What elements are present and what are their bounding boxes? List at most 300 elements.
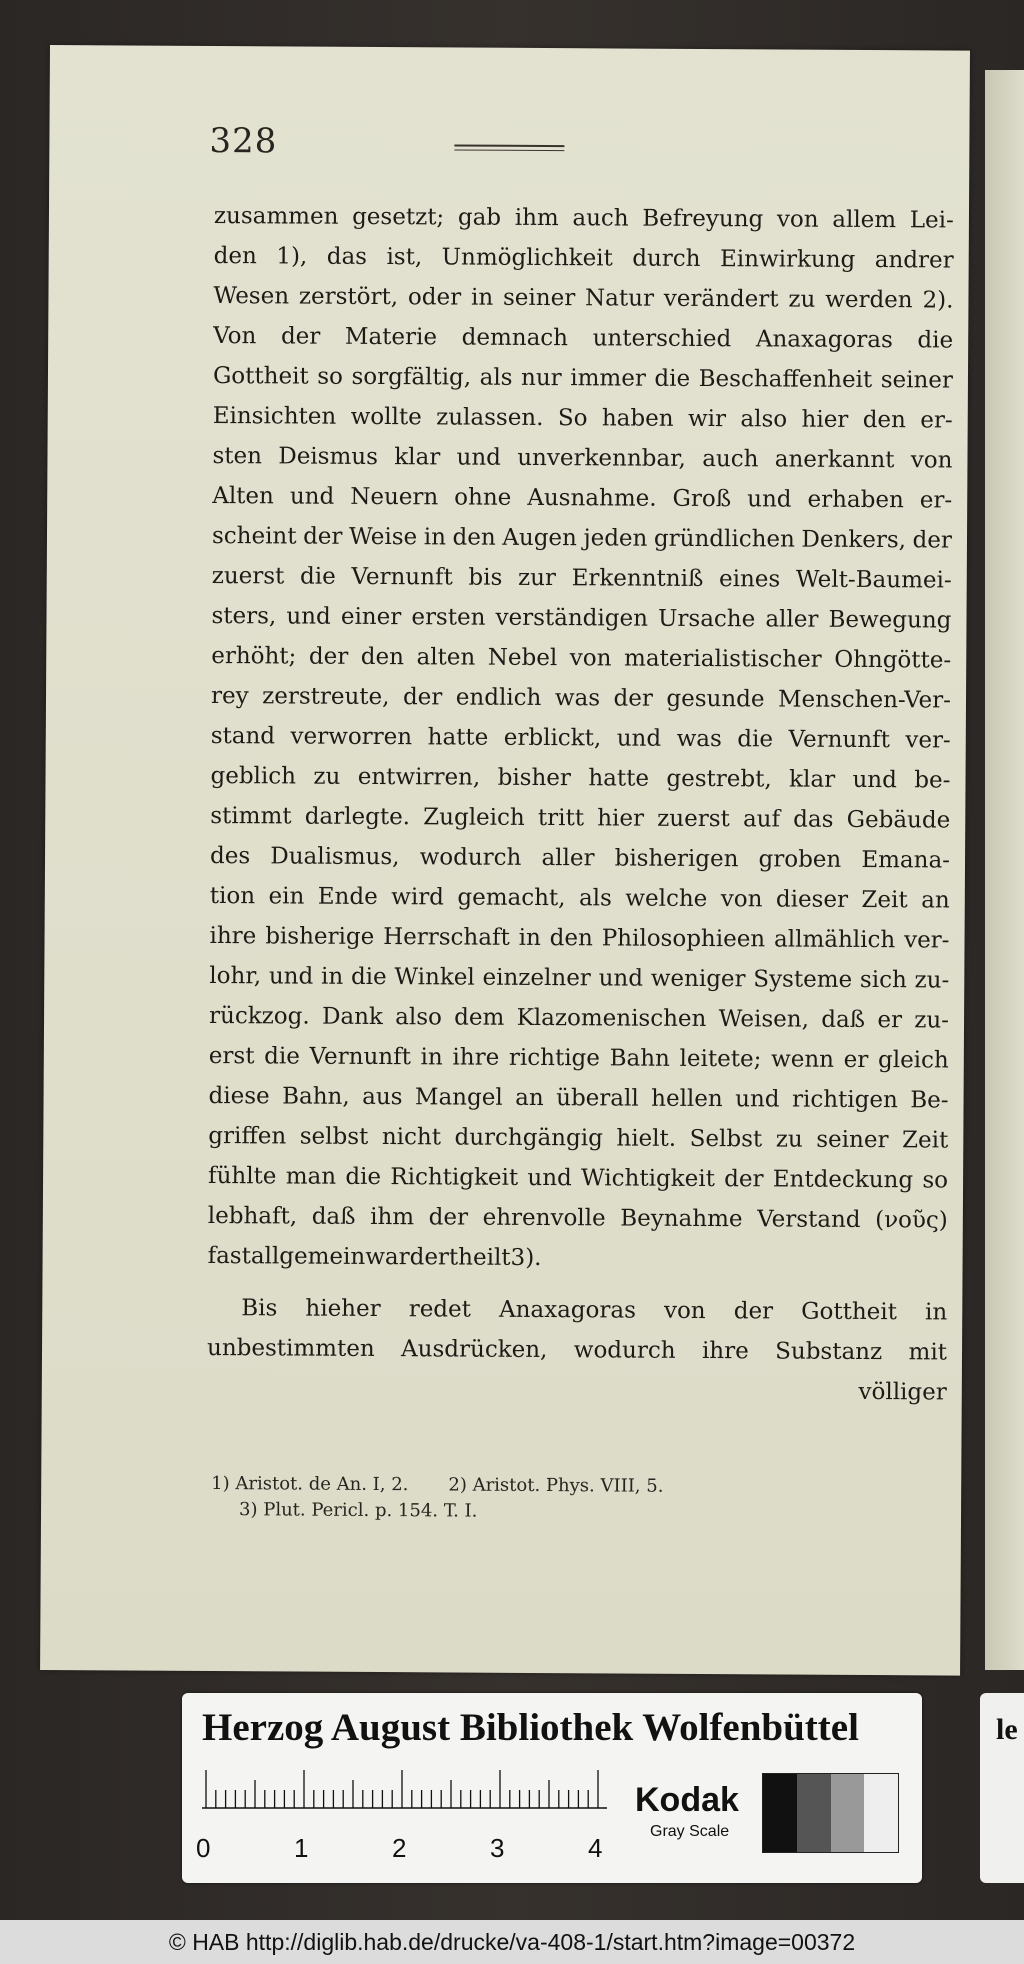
word: Alten [212,482,274,510]
word: anerkannt [774,446,895,474]
word: rey [210,682,249,710]
word: richtigen [791,1086,898,1114]
text-line [212,476,952,521]
word: Gottheit [212,363,309,390]
word: er [843,1046,869,1074]
word: dieser [775,886,849,913]
word: so [317,363,344,390]
word: der [724,1166,764,1193]
word: als [479,364,513,391]
word: und [598,965,644,992]
word: gab [457,204,502,231]
word: hatte [427,724,489,751]
word: der [308,643,349,670]
word: Mangel [414,1084,503,1111]
word: aller [541,845,595,872]
word: und [286,603,331,630]
footnote-2: 2) Aristot. Phys. VIII, 5. [448,1474,664,1497]
ruler-digit: 0 [196,1833,211,1863]
word: und [289,483,335,510]
word: er- [920,407,953,434]
word: Selbst [689,1125,763,1153]
word: die [264,1043,300,1070]
word: entwirren, [357,763,481,791]
gray-scale-patches [762,1773,899,1853]
word: haben [601,405,674,432]
word: unbestimmten [206,1334,375,1363]
word: Natur [585,285,655,312]
word: daß [311,1203,356,1230]
word: geblich [210,762,297,790]
word: ihre [701,1338,749,1365]
word: Ausnahme. [527,484,657,512]
word: die [654,365,691,392]
word: die [350,963,387,991]
word: Richtigkeit [390,1164,519,1191]
adjacent-label-card [980,1693,1024,1883]
word: wodurch [573,1337,676,1364]
word: Anaxagoras [755,326,893,354]
word: des [209,842,251,870]
word: Gottheit [801,1298,898,1326]
text-line [207,1288,947,1333]
word: und [527,1164,572,1192]
word: ihre [452,1044,500,1071]
text-line [213,276,953,321]
text-line [209,1036,949,1081]
word: materialistischer [623,645,822,673]
word: redet [408,1296,472,1323]
word: ehrenvolle [482,1204,606,1232]
word: zur [517,564,557,592]
word: durchgängig [454,1124,603,1152]
word: zu- [914,1007,950,1034]
word: Substanz [775,1338,883,1366]
facing-page-edge [985,70,1024,1670]
word: sters, [211,602,277,630]
word: 3). [510,1244,542,1272]
word: gleich [877,1047,949,1074]
word: Gebäude [846,806,951,834]
word: Winkel [394,964,475,991]
word: Ende [317,883,378,911]
word: ein [268,883,305,910]
word: den [360,643,405,671]
word: ihm [514,204,559,232]
word: in [924,1299,948,1326]
word: gesunde [666,685,765,713]
word: fühlte [208,1162,277,1190]
word: durch [632,245,701,272]
word: und [735,1086,780,1113]
text-line [208,1076,948,1121]
word: man [285,1163,337,1190]
word: andrer [874,247,954,274]
word: zusammen [213,203,339,230]
word: Zugleich [423,804,525,831]
word: Nebel [487,644,558,672]
word: zuerst [657,805,730,833]
word: stand [210,722,276,750]
word: zulassen. [436,404,544,432]
word: der [280,323,321,350]
word: Denkers, [801,526,907,554]
word: Einsichten [212,403,337,430]
word: Anaxagoras [498,1296,636,1324]
word: Systeme [753,966,853,993]
word: Bahn [609,1045,670,1072]
word: hieher [305,1295,381,1323]
word: immer [570,365,646,392]
word: ver- [904,927,950,954]
word: groben [758,846,842,873]
word: welche [625,885,708,913]
word: und [268,963,314,990]
word: den [549,925,593,952]
word: was [676,725,722,753]
word: 2). [922,287,954,314]
word: Dank [321,1003,383,1031]
text-line [208,1156,948,1201]
word: So [557,405,588,432]
word: auch [572,205,629,232]
word: sorgfältig, [351,363,472,391]
text-line [211,636,951,681]
word: leitete; [679,1045,762,1073]
gray-patch [797,1774,831,1852]
word: (νοῦς) [875,1207,948,1234]
word: Wesen [213,283,290,310]
word: stimmt [210,802,292,830]
word: in [423,524,447,551]
word: Unmöglichkeit [441,244,613,272]
word: erhaben [807,486,904,514]
word: dem [454,1004,505,1031]
word: diese [208,1082,270,1110]
word: darlegte. [304,803,411,831]
word: alten [416,644,476,671]
ruler-digit: 4 [588,1833,603,1863]
word: gründlichen [653,525,795,553]
word: die [299,563,336,590]
word: Beschaffenheit [698,365,873,394]
word: als [578,885,612,912]
word: also [395,1004,442,1031]
word: an [515,1084,544,1112]
text-line [211,596,951,641]
word: eines [718,566,781,593]
text-line [210,756,950,801]
word: werden [825,286,913,314]
word: hier [801,406,849,433]
word: zu [788,286,816,313]
book-page [40,45,970,1676]
word: Zeit [861,886,908,914]
word: ihm [370,1203,415,1231]
word: aus [362,1083,403,1111]
word: Augen [502,524,577,552]
ruler-digit: 2 [392,1833,407,1863]
word: unverkennbar, [517,444,686,472]
ruler-digits [196,1833,642,1865]
word: verworren [290,723,413,751]
word: Vernunft [788,726,890,754]
word: jeden [583,525,648,552]
ruler-scale [202,1768,607,1823]
text-line [214,236,954,281]
footnote-1: 1) Aristot. de An. I, 2. [211,1473,409,1496]
word: rückzog. [208,1002,310,1030]
word: ver- [905,727,951,754]
word: bisherigen [614,845,739,873]
word: er- [919,487,953,514]
word: er [877,1007,903,1034]
text-line [211,676,951,721]
text-line [209,956,949,1001]
word: Entdeckung [772,1166,914,1194]
text-line [207,1328,947,1373]
word: in [518,924,541,952]
word: Herrschaft [383,924,510,951]
word: Wichtigkeit [581,1165,715,1193]
word: erblickt, [503,724,602,752]
gray-scale-caption: Gray Scale [650,1823,730,1840]
word: Bahn, [282,1083,350,1110]
word: be- [914,767,951,794]
text-line [209,916,949,961]
word: die [737,726,774,753]
word: erst [208,1042,255,1070]
word: bis [468,564,503,591]
word: lohr, [209,962,262,990]
word: der [428,1204,469,1231]
word: so [922,1167,949,1194]
word: Erkenntniß [571,565,704,593]
word: von [569,645,612,672]
word: die [917,327,954,354]
word: erhöht; [211,642,297,670]
word: Bis [241,1295,278,1322]
word: gestrebt, [666,765,772,793]
text-line [208,1116,948,1161]
word: Dualismus, [270,843,400,871]
word: wird [391,884,445,911]
word: selbst [299,1123,369,1150]
word: zu [313,763,341,790]
word: zuerst [211,562,285,590]
word: die [345,1163,382,1191]
word: bisherige [265,923,375,950]
word: Lei- [909,207,954,234]
word: griffen [208,1122,287,1150]
word: Materie [344,323,438,351]
word: richtige [508,1044,601,1072]
word: Ausdrücken, [401,1336,548,1364]
word: auf [742,806,781,833]
text-line [213,356,953,401]
word: und [852,766,897,794]
word: in [320,963,344,990]
word: zu [775,1126,803,1153]
word: auch [702,445,759,473]
word: Klazomenischen [516,1004,707,1033]
text-line [214,196,954,241]
word: verändert [663,285,779,313]
text-line [212,436,952,481]
word: in [470,284,494,311]
word: weniger [650,965,746,993]
gray-patch [763,1774,797,1852]
word: von [720,886,763,913]
word: Bewegung [828,606,952,634]
word: tion [209,882,256,910]
word: Ohngötte- [834,646,952,674]
word: Ursache [657,605,756,633]
word: Einwirkung [719,246,856,273]
word: demnach [461,324,569,352]
word: einzelner [482,964,591,992]
word: ersten [411,604,486,631]
word: allmählich [773,926,896,954]
word: daß [821,1006,866,1033]
word: überall [556,1085,639,1112]
text-line [212,556,952,601]
word: Weisen, [718,1006,810,1033]
word: Groß [672,485,732,513]
word: Philosophieen [601,925,766,953]
page-number: 328 [209,120,278,162]
word: also [740,406,788,433]
word: nicht [381,1124,442,1151]
word: hier [597,805,645,832]
word: Weise [348,523,418,551]
word: und [456,444,502,471]
word: von [910,447,953,474]
word: wollte [350,403,422,431]
word: allem [832,206,897,234]
word: das [793,806,834,833]
library-label-card [182,1693,922,1883]
word: ist, [386,244,423,271]
text-line [208,1196,948,1241]
word: sten [212,443,263,470]
adjacent-label-text: le [996,1713,1018,1746]
word: was [554,685,601,712]
word: seiner [502,284,576,312]
text-line [210,796,950,841]
word: den [213,243,257,270]
word: der [613,685,654,712]
word: ihre [209,922,257,950]
word: Von [213,323,257,350]
catchword-line [207,1368,947,1413]
word: den [452,524,496,551]
kodak-logo: Kodak [635,1781,739,1819]
word: von [776,206,819,233]
word: das [326,243,368,270]
word: an [921,887,950,914]
word: Emana- [861,846,951,874]
catchword: völliger [858,1378,947,1406]
gray-patch [831,1774,865,1852]
word: Vernunft [351,563,453,591]
word: sich [859,966,907,994]
ruler-digit: 1 [294,1833,309,1863]
word: klar [394,444,441,471]
word: und [616,725,662,752]
footnotes [211,1471,951,1528]
header-rule [454,144,564,151]
text-line [207,1236,947,1281]
text-line [209,996,949,1041]
word: aller [765,606,819,633]
word: oder [407,284,462,311]
word: Befreyung [642,205,764,233]
text-line [213,316,953,361]
word: der [912,527,953,554]
word: von [663,1297,706,1325]
word: zerstört, [298,283,399,311]
text-line [212,516,952,561]
word: der [733,1298,774,1325]
word: gesetzt; [352,203,445,231]
ruler-digit: 3 [490,1833,505,1863]
word: Verstand [757,1206,861,1233]
word: bisher [497,764,572,792]
word: zerstreute, [262,683,390,711]
word: allgemein [250,1243,366,1270]
word: verständigen [495,604,649,632]
word: Beynahme [620,1205,743,1233]
word: der [303,523,343,550]
word: Neuern [350,483,439,511]
text-line [213,396,953,441]
word: wir [687,405,727,433]
word: wodurch [419,844,522,871]
word: 1), [276,243,308,270]
word: ward [365,1243,425,1271]
word: zu- [914,967,950,994]
word: hielt. [616,1125,677,1152]
word: der [402,684,443,711]
word: hatte [588,765,650,792]
word: Deismus [278,443,379,471]
gray-patch [864,1774,898,1852]
word: Menschen-Ver- [777,686,951,714]
word: tritt [537,804,585,832]
copyright-text: © HAB http://diglib.hab.de/drucke/va-408-1/start.htm?image=00372 [168,1928,856,1955]
word: wenn [771,1046,835,1073]
copyright-footer [0,1920,1024,1964]
word: Be- [910,1087,949,1114]
word: Vernunft [309,1043,411,1071]
word: hellen [651,1085,723,1113]
word: seiner [880,367,954,394]
word: lebhaft, [207,1202,298,1230]
word: Zeit [901,1127,949,1154]
word: seiner [816,1126,889,1154]
word: mit [908,1339,948,1366]
word: klar [789,766,836,793]
word: Welt-Baumei- [795,566,952,594]
word: ertheilt [424,1244,511,1271]
text-line [210,836,950,881]
footnote-3: 3) Plut. Pericl. p. 154. T. I. [238,1499,478,1522]
word: unterschied [592,325,732,353]
text-line [211,716,951,761]
word: endlich [455,684,542,712]
body-text [207,196,954,1412]
